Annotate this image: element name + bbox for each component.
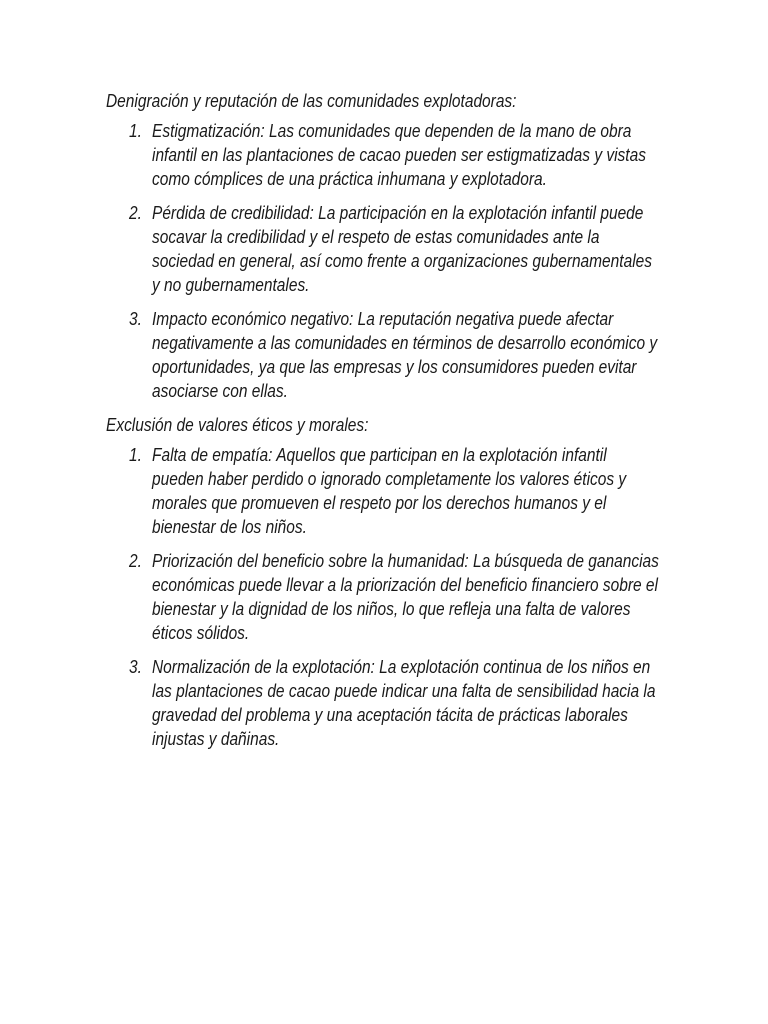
list-item-text: Priorización del beneficio sobre la humanidad: La búsqueda de ganancias económicas puede llevar a la priorización del beneficio financiero sobre el bienestar y la dignidad de los niños, lo que refleja una falta de valores éticos sólidos. xyxy=(152,551,659,643)
list-item-text: Pérdida de credibilidad: La participación en la explotación infantil puede socavar la credibilidad y el respeto de estas comunidades ante la sociedad en general, así como frente a organizaciones gubernamentales y no gubernamentales. xyxy=(152,203,652,295)
document-page xyxy=(106,89,666,761)
section-heading: Denigración y reputación de las comunidades explotadoras: xyxy=(106,91,517,111)
list-item-text: Estigmatización: Las comunidades que dependen de la mano de obra infantil en las plantaciones de cacao pueden ser estigmatizadas y vistas como cómplices de una práctica inhumana y explotadora. xyxy=(152,121,646,189)
list-item-text: Impacto económico negativo: La reputación negativa puede afectar negativamente a las comunidades en términos de desarrollo económico y oportunidades, ya que las empresas y los consumidores pueden evitar asociarse con ellas. xyxy=(152,309,658,401)
list-item-number: 1. xyxy=(129,121,142,141)
section-heading: Exclusión de valores éticos y morales: xyxy=(106,415,369,435)
list-item xyxy=(106,443,666,539)
list-item-text: Normalización de la explotación: La explotación continua de los niños en las plantaciones de cacao puede indicar una falta de sensibilidad hacia la gravedad del problema y una aceptación tácita de prácticas laborales injustas y dañinas. xyxy=(152,657,656,749)
numbered-list xyxy=(106,443,666,751)
list-item xyxy=(106,307,666,403)
list-item-number: 2. xyxy=(129,203,142,223)
numbered-list xyxy=(106,119,666,403)
list-item-number: 1. xyxy=(129,445,142,465)
list-item-number: 3. xyxy=(129,309,142,329)
list-item-number: 2. xyxy=(129,551,142,571)
list-item xyxy=(106,119,666,191)
list-item xyxy=(106,655,666,751)
list-item-text: Falta de empatía: Aquellos que participan en la explotación infantil pueden haber perdido o ignorado completamente los valores éticos y morales que promueven el respeto por los derechos humanos y el bienestar de los niños. xyxy=(152,445,627,537)
list-item xyxy=(106,201,666,297)
list-item xyxy=(106,549,666,645)
list-item-number: 3. xyxy=(129,657,142,677)
